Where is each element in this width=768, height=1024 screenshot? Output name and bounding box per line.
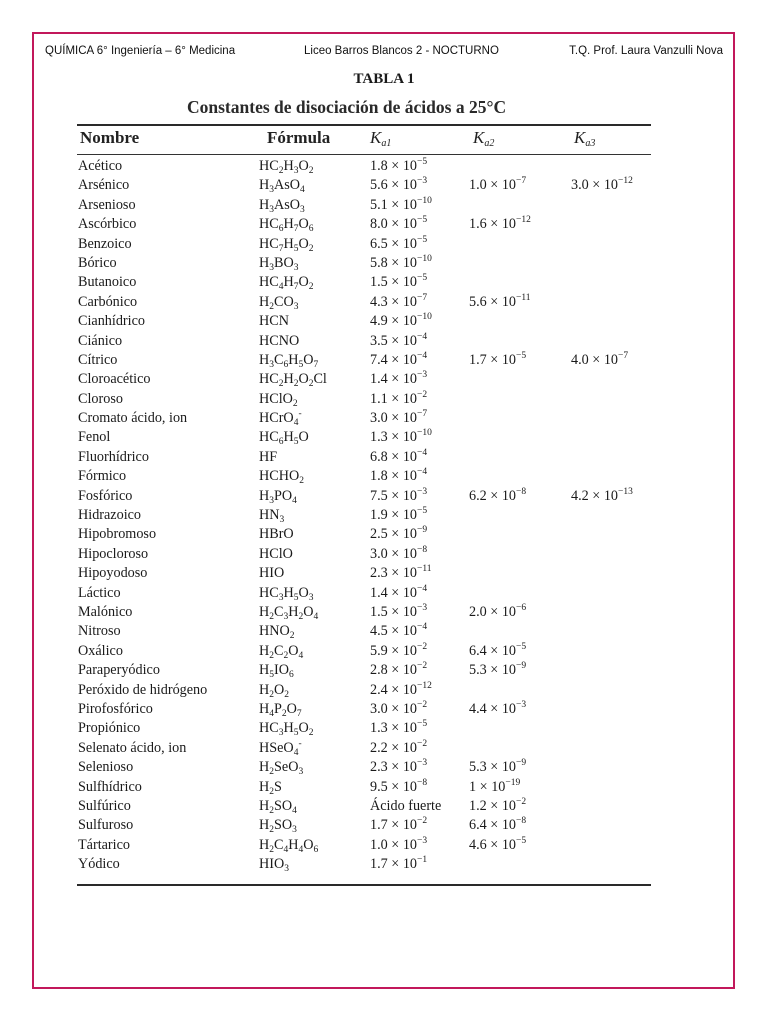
table-row	[0, 603, 768, 622]
acid-k2: $6.2 \times 10^{-8}$	[469, 486, 527, 504]
acid-name: Cloroso	[78, 390, 123, 407]
acid-k1: $3.5 \times 10^{-4}$	[370, 331, 428, 349]
table-row	[0, 681, 768, 700]
acid-formula: $H_4P_2O_7$	[259, 700, 302, 719]
acid-formula: $H_2C_3H_2O_4$	[259, 603, 319, 622]
acid-name: Sulfuroso	[78, 817, 134, 834]
acid-name: Bórico	[78, 254, 117, 271]
acid-k2: $1 \times 10^{-19}$	[469, 777, 521, 795]
acid-formula: HCNO	[259, 332, 300, 349]
acid-formula: HBrO	[259, 526, 294, 543]
acid-formula: $H_2C_2O_4$	[259, 642, 304, 661]
acid-k1: $1.3 \times 10^{-10}$	[370, 428, 432, 446]
table-row	[0, 254, 768, 273]
acid-name: Tártarico	[78, 836, 130, 853]
acid-k1: $2.3 \times 10^{-11}$	[370, 564, 432, 582]
acid-k1: $7.5 \times 10^{-3}$	[370, 486, 428, 504]
acid-k1: $3.0 \times 10^{-2}$	[370, 699, 428, 717]
column-header-formula: Fórmula	[267, 128, 331, 147]
table-row	[0, 758, 768, 777]
acid-formula: $HIO_3$	[259, 856, 289, 875]
acid-name: Selenato ácido, ion	[78, 739, 187, 756]
table-row	[0, 428, 768, 447]
table-row	[0, 778, 768, 797]
table-row	[0, 525, 768, 544]
column-header-name: Nombre	[80, 128, 140, 147]
acid-formula: HClO	[259, 545, 293, 562]
acid-k2: $6.4 \times 10^{-8}$	[469, 816, 527, 834]
column-header-ka1: $K_{a1}$	[370, 128, 392, 149]
acid-k1: $3.0 \times 10^{-7}$	[370, 409, 428, 427]
table-row	[0, 836, 768, 855]
acid-formula: $HC_3H_5O_3$	[259, 584, 314, 603]
table-row	[0, 506, 768, 525]
acid-name: Sulfúrico	[78, 797, 131, 814]
acid-formula: $H_3BO_3$	[259, 254, 299, 273]
acid-k1: $1.7 \times 10^{-2}$	[370, 816, 428, 834]
table-row	[0, 545, 768, 564]
header-teacher: T.Q. Prof. Laura Vanzulli Nova	[569, 45, 723, 57]
acid-name: Fórmico	[78, 468, 127, 485]
table-row	[0, 661, 768, 680]
table-row	[0, 564, 768, 583]
acid-formula: HCN	[259, 313, 289, 330]
acid-k1: $4.3 \times 10^{-7}$	[370, 292, 428, 310]
table-row	[0, 448, 768, 467]
acid-k1: $5.1 \times 10^{-10}$	[370, 195, 432, 213]
table-row	[0, 176, 768, 195]
acid-k1: $1.8 \times 10^{-4}$	[370, 467, 428, 485]
acid-k2: $6.4 \times 10^{-5}$	[469, 641, 527, 659]
acid-k1: $8.0 \times 10^{-5}$	[370, 215, 428, 233]
header-school: Liceo Barros Blancos 2 - NOCTURNO	[304, 45, 499, 57]
acid-formula: $HC_3H_5O_2$	[259, 720, 314, 739]
acid-name: Hidrazoico	[78, 507, 142, 524]
table-row	[0, 700, 768, 719]
acid-k1: $1.7 \times 10^{-1}$	[370, 855, 428, 873]
acid-formula: HIO	[259, 565, 285, 582]
acid-name: Arsénico	[78, 177, 130, 194]
table-row	[0, 622, 768, 641]
acid-name: Fluorhídrico	[78, 448, 149, 465]
acid-k2: $5.3 \times 10^{-9}$	[469, 758, 527, 776]
table-body	[0, 157, 768, 874]
acid-k1: $2.2 \times 10^{-2}$	[370, 738, 428, 756]
acid-formula: $H_3AsO_3$	[259, 196, 305, 215]
table-title: Constantes de disociación de ácidos a 25°C	[187, 97, 507, 117]
acid-formula: $HC_4H_7O_2$	[259, 274, 314, 293]
acid-k2: $5.3 \times 10^{-9}$	[469, 661, 527, 679]
acid-name: Yódico	[78, 856, 120, 873]
table-label: TABLA 1	[353, 71, 415, 87]
acid-name: Benzoico	[78, 235, 132, 252]
acid-k1: $5.9 \times 10^{-2}$	[370, 641, 428, 659]
acid-formula: $H_3C_6H_5O_7$	[259, 351, 319, 370]
acid-k1: $4.5 \times 10^{-4}$	[370, 622, 428, 640]
acid-formula: $HC_7H_5O_2$	[259, 235, 314, 254]
acid-k2: $1.0 \times 10^{-7}$	[469, 176, 527, 194]
acid-k1: $1.9 \times 10^{-5}$	[370, 506, 428, 524]
acid-name: Cloroacético	[78, 371, 151, 388]
acid-name: Hipocloroso	[78, 545, 149, 562]
table-row	[0, 196, 768, 215]
acid-formula: $H_3PO_4$	[259, 487, 297, 506]
table-row	[0, 370, 768, 389]
acid-formula: $HC_6H_5O$	[259, 429, 309, 448]
acid-name: Peróxido de hidrógeno	[78, 681, 208, 698]
acid-name: Hipobromoso	[78, 526, 157, 543]
acid-formula: $HC_2H_2O_2Cl$	[259, 371, 327, 390]
column-header-ka2: $K_{a2}$	[473, 128, 495, 149]
acid-name: Paraperyódico	[78, 662, 160, 679]
acid-formula: $H_2SO_4$	[259, 797, 297, 816]
table-row	[0, 467, 768, 486]
acid-name: Acético	[78, 158, 123, 174]
table-row	[0, 642, 768, 661]
table-row	[0, 332, 768, 351]
acid-k2: $2.0 \times 10^{-6}$	[469, 602, 527, 620]
acid-k1: $2.8 \times 10^{-2}$	[370, 661, 428, 679]
header-course: QUÍMICA 6° Ingeniería – 6° Medicina	[45, 45, 236, 57]
acid-k1: $2.5 \times 10^{-9}$	[370, 525, 428, 543]
acid-k1: $1.4 \times 10^{-4}$	[370, 583, 428, 601]
table-row	[0, 719, 768, 738]
acid-name: Fosfórico	[78, 487, 133, 504]
table-header-rule	[77, 154, 651, 155]
table-row	[0, 235, 768, 254]
acid-k1: $4.9 \times 10^{-10}$	[370, 312, 432, 330]
acid-k1: $1.0 \times 10^{-3}$	[370, 835, 428, 853]
table-row	[0, 293, 768, 312]
acid-k1: $1.5 \times 10^{-5}$	[370, 273, 428, 291]
acid-name: Cianhídrico	[78, 313, 145, 330]
acid-k1: $7.4 \times 10^{-4}$	[370, 350, 428, 368]
column-header-ka3: $K_{a3}$	[574, 128, 596, 149]
acid-k1: $5.6 \times 10^{-3}$	[370, 176, 428, 194]
acid-name: Láctico	[78, 584, 121, 601]
table-row	[0, 215, 768, 234]
acid-formula: $HN_3$	[259, 507, 285, 526]
table-row	[0, 312, 768, 331]
acid-k1: $1.8 \times 10^{-5}$	[370, 157, 428, 174]
table-row	[0, 390, 768, 409]
acid-k3: $3.0 \times 10^{-12}$	[571, 176, 633, 194]
acid-formula: $H_3AsO_4$	[259, 177, 305, 196]
acid-name: Propiónico	[78, 720, 141, 737]
acid-formula: $H_2S$	[259, 778, 282, 797]
table-row	[0, 487, 768, 506]
acid-formula: $H_5IO_6$	[259, 662, 294, 681]
acid-formula: $H_2SO_3$	[259, 817, 297, 836]
table-row	[0, 584, 768, 603]
acid-k3: $4.2 \times 10^{-13}$	[571, 486, 633, 504]
acid-name: Ciánico	[78, 332, 123, 349]
acid-formula: $HC_2H_3O_2$	[259, 158, 314, 176]
acid-name: Ascórbico	[78, 216, 137, 233]
table-row	[0, 273, 768, 292]
acid-k1: $2.4 \times 10^{-12}$	[370, 680, 432, 698]
acid-name: Cítrico	[78, 351, 118, 368]
acid-k1: $9.5 \times 10^{-8}$	[370, 777, 428, 795]
acid-name: Malónico	[78, 603, 133, 620]
acid-formula: $H_2SeO_3$	[259, 759, 304, 778]
acid-k2: $4.6 \times 10^{-5}$	[469, 835, 527, 853]
table-row	[0, 409, 768, 428]
acid-formula: $HC_6H_7O_6$	[259, 216, 314, 235]
acid-name: Oxálico	[78, 642, 123, 659]
acid-formula: HSeO$_4$-	[259, 738, 302, 758]
acid-k1: $5.8 \times 10^{-10}$	[370, 253, 432, 271]
table-row	[0, 739, 768, 758]
table-row	[0, 797, 768, 816]
acid-name: Arsenioso	[78, 196, 136, 213]
acid-name: Carbónico	[78, 293, 138, 310]
acid-k2: $1.2 \times 10^{-2}$	[469, 796, 527, 814]
table-row	[0, 351, 768, 370]
acid-formula: $HNO_2$	[259, 623, 295, 642]
acid-name: Cromato ácido, ion	[78, 410, 188, 427]
acid-formula: $H_2CO_3$	[259, 293, 299, 312]
acid-k1: $2.3 \times 10^{-3}$	[370, 758, 428, 776]
acid-formula: $HCHO_2$	[259, 468, 304, 487]
acid-name: Sulfhídrico	[78, 778, 142, 795]
acid-k2: $5.6 \times 10^{-11}$	[469, 292, 531, 310]
acid-formula: HF	[259, 448, 278, 465]
acid-k2: $4.4 \times 10^{-3}$	[469, 699, 527, 717]
acid-name: Nitroso	[78, 623, 121, 640]
acid-formula: $H_2C_4H_4O_6$	[259, 836, 319, 855]
acid-formula: HClO$_2$	[259, 390, 298, 409]
acid-k1: $3.0 \times 10^{-8}$	[370, 544, 428, 562]
acid-name: Selenioso	[78, 759, 134, 776]
acid-name: Fenol	[78, 429, 111, 446]
acid-name: Hipoyodoso	[78, 565, 148, 582]
acid-formula: $H_2O_2$	[259, 681, 289, 700]
table-top-rule	[77, 124, 651, 126]
page-header	[32, 45, 735, 61]
acid-k1: $1.3 \times 10^{-5}$	[370, 719, 428, 737]
acid-k2: $1.6 \times 10^{-12}$	[469, 215, 531, 233]
acid-k1: $1.4 \times 10^{-3}$	[370, 370, 428, 388]
table-row	[0, 816, 768, 835]
acid-k1: $1.5 \times 10^{-3}$	[370, 602, 428, 620]
acid-k1: $6.8 \times 10^{-4}$	[370, 447, 428, 465]
acid-k3: $4.0 \times 10^{-7}$	[571, 350, 629, 368]
acid-k1: $6.5 \times 10^{-5}$	[370, 234, 428, 252]
table-bottom-rule	[77, 884, 651, 886]
table-row	[0, 157, 768, 176]
acid-name: Pirofosfórico	[78, 700, 153, 717]
acid-k1: $1.1 \times 10^{-2}$	[370, 389, 428, 407]
acid-name: Butanoico	[78, 274, 137, 291]
table-row	[0, 855, 768, 874]
acid-formula: HCrO$_4$-	[259, 409, 302, 429]
acid-k2: $1.7 \times 10^{-5}$	[469, 350, 527, 368]
acid-k1: Ácido fuerte	[370, 797, 442, 814]
